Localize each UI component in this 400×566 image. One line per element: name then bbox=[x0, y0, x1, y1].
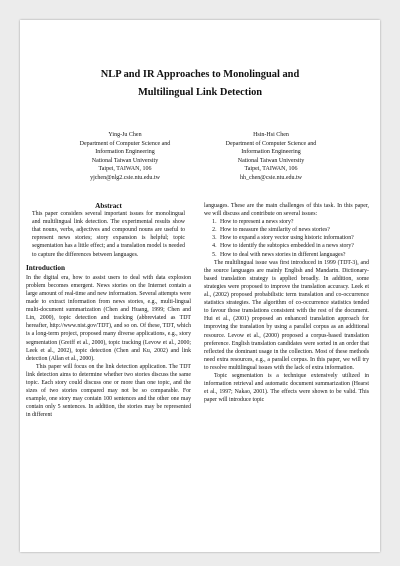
author-block-1 bbox=[50, 131, 200, 183]
abstract-heading: Abstract bbox=[95, 202, 122, 210]
author-dept: Department of Computer Science and bbox=[225, 140, 317, 147]
issue-item: 2. How to measure the similarity of news stories? bbox=[218, 226, 369, 234]
paper-title-line1: NLP and IR Approaches to Monolingual and bbox=[100, 69, 300, 80]
left-column bbox=[26, 202, 191, 419]
issue-item: 3. How to expand a story vector using historic information? bbox=[218, 234, 369, 242]
author-dept: Information Engineering bbox=[241, 149, 301, 156]
author-block-2 bbox=[196, 131, 346, 183]
author-city: Taipei, TAIWAN, 106 bbox=[98, 166, 152, 173]
author-name: Hsin-Hsi Chen bbox=[253, 132, 289, 138]
intro-paragraph: This paper will focus on the link detection application. The TDT link detection aims to determine whether two stories discuss the same topic. Each story could discuss one or more than one topic, and the sizes of two stories compared may not be so comparable. For example, one story may contain 100 sentences and the other one may contain only 5 sentences. In addition, the stories may be represented in different bbox=[26, 363, 191, 419]
author-dept: Department of Computer Science and bbox=[79, 140, 171, 147]
right-paragraph: languages. These are the main challenges of this task. In this paper, we will discuss and contribute on several issues: bbox=[204, 203, 369, 218]
intro-paragraph: In the digital era, how to assist users to deal with data explosion problem becomes emergent. News stories on the Internet contain a large amount of real-time and new information. Several attempts were made to extract information from news stories, e.g., multi-lingual multi-document summarization (Chen and Huang, 1999; Chen and Lin, 2000), topic detection and tracking (abbreviated as TDT hereafter, http://www.nist.gov/TDT), and so on. Of these, TDT, which is a long-term project, proposed many diverse applications, e.g., story segmentation (Greiff et al., 2000), topic tracking (Levow et al., 2000; Leek et al., 2002), topic detection (Chen and Ku, 2002) and link detection (Allan et al., 2000). bbox=[26, 274, 191, 362]
author-email[interactable]: yjchen@nlg2.csie.ntu.edu.tw bbox=[90, 174, 160, 181]
author-dept: Information Engineering bbox=[95, 149, 155, 156]
author-univ: National Taiwan University bbox=[91, 157, 159, 164]
right-paragraph: Topic segmentation is a technique extensively utilized in information retrieval and automatic document summarization (Hearst et al., 1997; Nakao, 2001). The effects were shown to be valid. This paper will introduce topic bbox=[204, 372, 369, 404]
author-univ: National Taiwan University bbox=[237, 157, 305, 164]
right-paragraph: The multilingual issue was first introduced in 1999 (TDT-3), and the source languages are mainly English and Mandarin. Dictionary-based translation strategy is applied broadly. In addition, some strategies were proposed to improve the translation accuracy. Leek et al., (2002) proposed probabilistic term translation and co-occurrence statistics strategies. The algorithm of co-occurrence statistics tended to favour those translations consistent with the rest of the document. Hui et al., (2001) proposed an enhanced translation approach for improving the translation by using a parallel corpus as an additional resource. Levow et al., (2000) proposed a corpus-based translation preference. English translation candidates were sorted in an order that reflected the dominant usage in the collection. Most of these methods need extra resources, e.g., a parallel corpus. In this paper, we will try to resolve multilingual issues with the lack of extra information. bbox=[204, 259, 369, 371]
author-city: Taipei, TAIWAN, 106 bbox=[244, 166, 298, 173]
issues-list bbox=[204, 218, 369, 258]
issue-item: 5. How to deal with news stories in different languages? bbox=[218, 251, 369, 259]
paper-title-line2: Multilingual Link Detection bbox=[137, 87, 263, 98]
right-column bbox=[204, 202, 369, 404]
author-name: Ying-Ju Chen bbox=[108, 132, 142, 138]
introduction-heading: Introduction bbox=[26, 263, 66, 272]
issue-item: 4. How to identify the subtopics embedded in a news story? bbox=[218, 242, 369, 250]
author-email[interactable]: hh_chen@csie.ntu.edu.tw bbox=[239, 174, 302, 181]
paper-page bbox=[20, 20, 380, 552]
abstract-text: This paper considers several important issues for monolingual and multilingual link detection. The experimental results show that nouns, verbs, adjectives and compound nouns are useful to represent news stories; story expansion is helpful; topic segmentation has a little effect; and a translation model is needed to capture the differences between languages. bbox=[32, 211, 185, 258]
issue-item: 1. How to represent a news story? bbox=[218, 218, 369, 226]
